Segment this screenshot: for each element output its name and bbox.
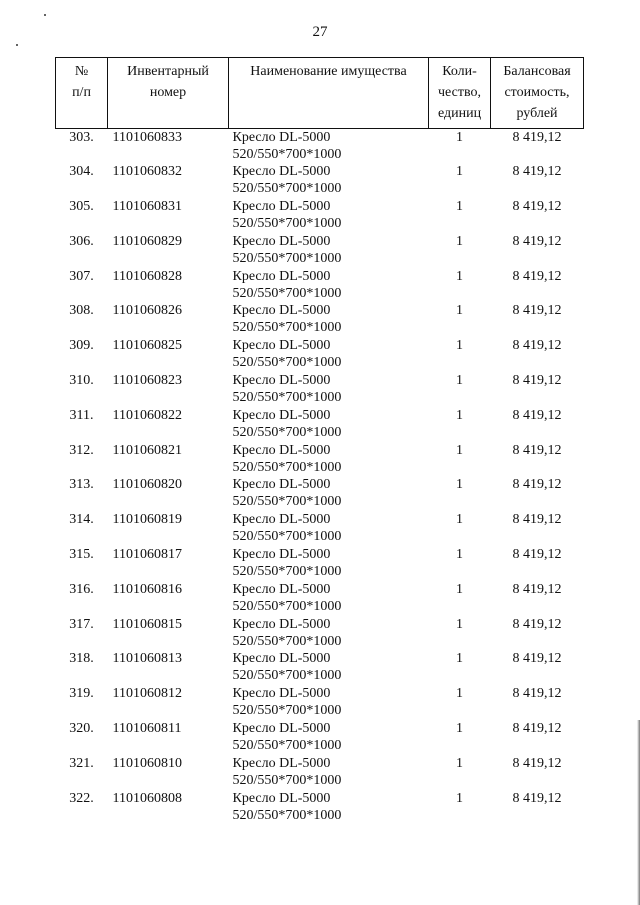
row-balance-cost bbox=[491, 650, 584, 685]
table-row bbox=[56, 372, 584, 407]
row-inventory-number bbox=[108, 546, 229, 581]
row-property-name bbox=[229, 755, 429, 790]
row-property-name-text: 520/550*700*1000 bbox=[232, 494, 342, 510]
row-number bbox=[56, 268, 108, 303]
row-balance-cost bbox=[491, 755, 584, 790]
row-inventory-number bbox=[108, 163, 229, 198]
row-balance-cost-text: 8 419,12 bbox=[512, 338, 562, 354]
table-row bbox=[56, 233, 584, 268]
row-property-name bbox=[229, 302, 429, 337]
row-property-name-text: 520/550*700*1000 bbox=[232, 390, 342, 406]
row-number-text: 309. bbox=[69, 338, 94, 354]
row-quantity bbox=[429, 581, 491, 616]
header-quantity-line: Коли- bbox=[442, 64, 477, 79]
table-row bbox=[56, 720, 584, 755]
row-quantity bbox=[429, 511, 491, 546]
row-balance-cost bbox=[491, 198, 584, 233]
row-property-name bbox=[229, 476, 429, 511]
row-balance-cost-text: 8 419,12 bbox=[512, 721, 562, 737]
table-row bbox=[56, 476, 584, 511]
header-quantity bbox=[429, 58, 491, 129]
header-cost-line: стоимость, bbox=[504, 85, 570, 100]
row-number-text: 311. bbox=[69, 407, 94, 423]
row-property-name-text: Кресло DL-5000 bbox=[232, 407, 331, 423]
row-inventory-number bbox=[108, 650, 229, 685]
row-quantity-text: 1 bbox=[456, 790, 463, 806]
row-inventory-number-text: 1101060832 bbox=[112, 164, 182, 180]
row-number bbox=[56, 163, 108, 198]
row-property-name bbox=[229, 616, 429, 651]
table-row bbox=[56, 685, 584, 720]
row-balance-cost bbox=[491, 407, 584, 442]
header-inventory-line: номер bbox=[149, 85, 187, 100]
row-property-name-text: 520/550*700*1000 bbox=[232, 668, 342, 684]
row-inventory-number bbox=[108, 198, 229, 233]
row-inventory-number bbox=[108, 616, 229, 651]
row-property-name-text: Кресло DL-5000 bbox=[232, 512, 331, 528]
row-property-name-text: 520/550*700*1000 bbox=[232, 285, 342, 301]
row-balance-cost-text: 8 419,12 bbox=[512, 477, 562, 493]
row-number-text: 307. bbox=[69, 268, 94, 284]
row-balance-cost bbox=[491, 372, 584, 407]
row-quantity-text: 1 bbox=[456, 721, 463, 737]
row-inventory-number-text: 1101060829 bbox=[112, 233, 182, 249]
row-number bbox=[56, 720, 108, 755]
inventory-table bbox=[55, 57, 584, 824]
row-number-text: 320. bbox=[69, 721, 94, 737]
row-property-name bbox=[229, 407, 429, 442]
row-inventory-number-text: 1101060816 bbox=[112, 581, 182, 597]
row-quantity bbox=[429, 442, 491, 477]
row-quantity bbox=[429, 790, 491, 825]
row-number-text: 303. bbox=[69, 130, 94, 145]
row-property-name bbox=[229, 129, 429, 164]
row-quantity-text: 1 bbox=[456, 373, 463, 389]
row-inventory-number-text: 1101060826 bbox=[112, 303, 182, 319]
row-balance-cost bbox=[491, 302, 584, 337]
row-inventory-number-text: 1101060823 bbox=[112, 373, 182, 389]
row-number bbox=[56, 511, 108, 546]
row-inventory-number bbox=[108, 790, 229, 825]
row-inventory-number-text: 1101060820 bbox=[112, 477, 182, 493]
row-property-name-text: Кресло DL-5000 bbox=[232, 651, 331, 667]
row-quantity-text: 1 bbox=[456, 651, 463, 667]
scan-speck bbox=[44, 14, 46, 16]
row-quantity bbox=[429, 685, 491, 720]
row-number bbox=[56, 337, 108, 372]
row-balance-cost bbox=[491, 233, 584, 268]
row-balance-cost bbox=[491, 511, 584, 546]
table-row bbox=[56, 790, 584, 825]
row-number-text: 310. bbox=[69, 373, 94, 389]
row-quantity bbox=[429, 407, 491, 442]
row-quantity-text: 1 bbox=[456, 616, 463, 632]
scan-speck bbox=[16, 44, 18, 46]
row-number bbox=[56, 650, 108, 685]
row-property-name-text: 520/550*700*1000 bbox=[232, 250, 342, 266]
row-quantity bbox=[429, 755, 491, 790]
table-row bbox=[56, 407, 584, 442]
row-quantity bbox=[429, 337, 491, 372]
row-property-name-text: Кресло DL-5000 bbox=[232, 721, 331, 737]
row-number bbox=[56, 233, 108, 268]
header-inventory bbox=[108, 58, 229, 129]
row-inventory-number bbox=[108, 372, 229, 407]
row-quantity-text: 1 bbox=[456, 581, 463, 597]
header-name bbox=[229, 58, 429, 129]
row-property-name-text: Кресло DL-5000 bbox=[232, 373, 331, 389]
table-row bbox=[56, 650, 584, 685]
row-balance-cost-text: 8 419,12 bbox=[512, 130, 562, 145]
row-property-name bbox=[229, 198, 429, 233]
row-balance-cost-text: 8 419,12 bbox=[512, 790, 562, 806]
row-property-name-text: 520/550*700*1000 bbox=[232, 181, 342, 197]
row-balance-cost bbox=[491, 476, 584, 511]
row-property-name-text: Кресло DL-5000 bbox=[232, 790, 331, 806]
row-balance-cost-text: 8 419,12 bbox=[512, 442, 562, 458]
row-number-text: 316. bbox=[69, 581, 94, 597]
row-inventory-number bbox=[108, 685, 229, 720]
row-balance-cost bbox=[491, 616, 584, 651]
table-row bbox=[56, 198, 584, 233]
row-property-name bbox=[229, 233, 429, 268]
row-property-name bbox=[229, 442, 429, 477]
row-number-text: 319. bbox=[69, 686, 94, 702]
table-header bbox=[56, 58, 584, 129]
row-quantity-text: 1 bbox=[456, 686, 463, 702]
row-quantity-text: 1 bbox=[456, 547, 463, 563]
row-inventory-number-text: 1101060831 bbox=[112, 199, 182, 215]
row-inventory-number-text: 1101060825 bbox=[112, 338, 182, 354]
row-number bbox=[56, 790, 108, 825]
row-property-name-text: Кресло DL-5000 bbox=[232, 303, 331, 319]
row-quantity bbox=[429, 198, 491, 233]
row-quantity-text: 1 bbox=[456, 755, 463, 771]
row-inventory-number bbox=[108, 129, 229, 164]
row-property-name-text: Кресло DL-5000 bbox=[232, 686, 331, 702]
row-inventory-number-text: 1101060833 bbox=[112, 130, 182, 145]
header-cost-line: рублей bbox=[516, 106, 558, 121]
row-property-name-text: Кресло DL-5000 bbox=[232, 338, 331, 354]
row-number-text: 306. bbox=[69, 233, 94, 249]
row-property-name-text: 520/550*700*1000 bbox=[232, 355, 342, 371]
row-inventory-number bbox=[108, 476, 229, 511]
row-property-name-text: Кресло DL-5000 bbox=[232, 547, 331, 563]
row-balance-cost-text: 8 419,12 bbox=[512, 233, 562, 249]
row-property-name-text: Кресло DL-5000 bbox=[232, 233, 331, 249]
row-balance-cost bbox=[491, 720, 584, 755]
row-inventory-number bbox=[108, 268, 229, 303]
row-balance-cost-text: 8 419,12 bbox=[512, 407, 562, 423]
row-property-name-text: Кресло DL-5000 bbox=[232, 755, 331, 771]
row-inventory-number bbox=[108, 337, 229, 372]
row-quantity-text: 1 bbox=[456, 477, 463, 493]
row-inventory-number bbox=[108, 755, 229, 790]
row-property-name-text: 520/550*700*1000 bbox=[232, 216, 342, 232]
row-property-name-text: 520/550*700*1000 bbox=[232, 529, 342, 545]
row-inventory-number bbox=[108, 233, 229, 268]
row-property-name-text: 520/550*700*1000 bbox=[232, 738, 342, 754]
row-quantity-text: 1 bbox=[456, 268, 463, 284]
header-cost-line: Балансовая bbox=[503, 64, 571, 79]
row-quantity-text: 1 bbox=[456, 338, 463, 354]
row-balance-cost-text: 8 419,12 bbox=[512, 755, 562, 771]
row-number-text: 313. bbox=[69, 477, 94, 493]
row-inventory-number bbox=[108, 407, 229, 442]
row-property-name-text: 520/550*700*1000 bbox=[232, 598, 342, 614]
row-inventory-number-text: 1101060808 bbox=[112, 790, 182, 806]
row-number bbox=[56, 442, 108, 477]
row-number bbox=[56, 302, 108, 337]
header-inventory-line: Инвентарный bbox=[127, 64, 209, 79]
row-number bbox=[56, 755, 108, 790]
row-inventory-number-text: 1101060817 bbox=[112, 547, 182, 563]
row-quantity-text: 1 bbox=[456, 512, 463, 528]
row-inventory-number-text: 1101060822 bbox=[112, 407, 182, 423]
header-quantity-line: единиц bbox=[437, 106, 482, 121]
header-num bbox=[56, 58, 108, 129]
row-inventory-number bbox=[108, 581, 229, 616]
row-quantity-text: 1 bbox=[456, 303, 463, 319]
row-quantity bbox=[429, 720, 491, 755]
row-inventory-number bbox=[108, 720, 229, 755]
row-number bbox=[56, 198, 108, 233]
row-inventory-number-text: 1101060815 bbox=[112, 616, 182, 632]
row-number-text: 305. bbox=[69, 199, 94, 215]
row-property-name bbox=[229, 163, 429, 198]
row-inventory-number-text: 1101060828 bbox=[112, 268, 182, 284]
row-property-name bbox=[229, 581, 429, 616]
row-number-text: 321. bbox=[69, 755, 94, 771]
row-balance-cost bbox=[491, 685, 584, 720]
row-quantity-text: 1 bbox=[456, 407, 463, 423]
row-quantity-text: 1 bbox=[456, 233, 463, 249]
row-inventory-number-text: 1101060819 bbox=[112, 512, 182, 528]
row-quantity bbox=[429, 546, 491, 581]
row-quantity-text: 1 bbox=[456, 164, 463, 180]
row-inventory-number-text: 1101060812 bbox=[112, 686, 182, 702]
row-quantity bbox=[429, 302, 491, 337]
row-property-name-text: Кресло DL-5000 bbox=[232, 477, 331, 493]
row-property-name bbox=[229, 790, 429, 825]
row-property-name-text: 520/550*700*1000 bbox=[232, 703, 342, 719]
row-inventory-number bbox=[108, 511, 229, 546]
row-balance-cost-text: 8 419,12 bbox=[512, 512, 562, 528]
row-quantity-text: 1 bbox=[456, 199, 463, 215]
row-balance-cost bbox=[491, 790, 584, 825]
row-property-name bbox=[229, 546, 429, 581]
row-balance-cost bbox=[491, 268, 584, 303]
row-number-text: 322. bbox=[69, 790, 94, 806]
row-balance-cost-text: 8 419,12 bbox=[512, 686, 562, 702]
row-balance-cost bbox=[491, 337, 584, 372]
table-row bbox=[56, 163, 584, 198]
row-number bbox=[56, 407, 108, 442]
table-row bbox=[56, 268, 584, 303]
row-property-name bbox=[229, 268, 429, 303]
row-balance-cost bbox=[491, 442, 584, 477]
row-balance-cost-text: 8 419,12 bbox=[512, 268, 562, 284]
row-property-name-text: Кресло DL-5000 bbox=[232, 199, 331, 215]
row-property-name-text: 520/550*700*1000 bbox=[232, 633, 342, 649]
header-num-line: № bbox=[74, 64, 89, 79]
row-balance-cost-text: 8 419,12 bbox=[512, 616, 562, 632]
table-row bbox=[56, 442, 584, 477]
row-balance-cost-text: 8 419,12 bbox=[512, 199, 562, 215]
table-body bbox=[56, 129, 584, 825]
row-number-text: 308. bbox=[69, 303, 94, 319]
row-property-name bbox=[229, 337, 429, 372]
row-balance-cost-text: 8 419,12 bbox=[512, 651, 562, 667]
row-balance-cost bbox=[491, 129, 584, 164]
header-name-line: Наименование имущества bbox=[250, 64, 407, 79]
row-number-text: 304. bbox=[69, 164, 94, 180]
row-property-name-text: 520/550*700*1000 bbox=[232, 772, 342, 788]
table-row bbox=[56, 581, 584, 616]
row-balance-cost bbox=[491, 581, 584, 616]
row-number bbox=[56, 685, 108, 720]
row-quantity-text: 1 bbox=[456, 442, 463, 458]
row-quantity bbox=[429, 163, 491, 198]
header-num-line: п/п bbox=[72, 85, 91, 100]
row-property-name bbox=[229, 685, 429, 720]
row-number bbox=[56, 372, 108, 407]
table-row bbox=[56, 546, 584, 581]
row-number-text: 312. bbox=[69, 442, 94, 458]
table-row bbox=[56, 616, 584, 651]
row-balance-cost-text: 8 419,12 bbox=[512, 164, 562, 180]
row-property-name-text: Кресло DL-5000 bbox=[232, 581, 331, 597]
row-quantity bbox=[429, 650, 491, 685]
row-number bbox=[56, 546, 108, 581]
row-property-name-text: 520/550*700*1000 bbox=[232, 424, 342, 440]
row-property-name-text: 520/550*700*1000 bbox=[232, 564, 342, 580]
row-number bbox=[56, 616, 108, 651]
row-property-name-text: 520/550*700*1000 bbox=[232, 459, 342, 475]
header-quantity-line: чество, bbox=[438, 85, 481, 100]
row-property-name-text: Кресло DL-5000 bbox=[232, 164, 331, 180]
row-quantity bbox=[429, 616, 491, 651]
row-number bbox=[56, 476, 108, 511]
table-row bbox=[56, 337, 584, 372]
row-property-name bbox=[229, 372, 429, 407]
table-row bbox=[56, 511, 584, 546]
row-property-name bbox=[229, 720, 429, 755]
header-cost bbox=[491, 58, 584, 129]
row-inventory-number-text: 1101060821 bbox=[112, 442, 182, 458]
row-balance-cost bbox=[491, 546, 584, 581]
row-balance-cost-text: 8 419,12 bbox=[512, 303, 562, 319]
row-property-name-text: Кресло DL-5000 bbox=[232, 268, 331, 284]
row-number bbox=[56, 129, 108, 164]
row-quantity-text: 1 bbox=[456, 130, 463, 145]
row-inventory-number-text: 1101060810 bbox=[112, 755, 182, 771]
row-quantity bbox=[429, 268, 491, 303]
table-row bbox=[56, 755, 584, 790]
row-quantity bbox=[429, 233, 491, 268]
row-quantity bbox=[429, 476, 491, 511]
row-inventory-number bbox=[108, 302, 229, 337]
row-property-name bbox=[229, 650, 429, 685]
table-row bbox=[56, 129, 584, 164]
row-number-text: 315. bbox=[69, 547, 94, 563]
row-balance-cost-text: 8 419,12 bbox=[512, 373, 562, 389]
row-quantity bbox=[429, 129, 491, 164]
row-property-name-text: 520/550*700*1000 bbox=[232, 147, 342, 162]
row-number-text: 317. bbox=[69, 616, 94, 632]
row-number-text: 314. bbox=[69, 512, 94, 528]
row-number bbox=[56, 581, 108, 616]
row-inventory-number-text: 1101060813 bbox=[112, 651, 182, 667]
page-number: 27 bbox=[312, 24, 328, 40]
row-property-name bbox=[229, 511, 429, 546]
row-balance-cost-text: 8 419,12 bbox=[512, 547, 562, 563]
row-inventory-number-text: 1101060811 bbox=[112, 721, 182, 737]
table-row bbox=[56, 302, 584, 337]
row-property-name-text: Кресло DL-5000 bbox=[232, 442, 331, 458]
row-property-name-text: 520/550*700*1000 bbox=[232, 807, 342, 823]
row-property-name-text: Кресло DL-5000 bbox=[232, 616, 331, 632]
row-inventory-number bbox=[108, 442, 229, 477]
row-balance-cost bbox=[491, 163, 584, 198]
row-property-name-text: 520/550*700*1000 bbox=[232, 320, 342, 336]
row-quantity bbox=[429, 372, 491, 407]
row-number-text: 318. bbox=[69, 651, 94, 667]
row-property-name-text: Кресло DL-5000 bbox=[232, 130, 331, 145]
row-balance-cost-text: 8 419,12 bbox=[512, 581, 562, 597]
